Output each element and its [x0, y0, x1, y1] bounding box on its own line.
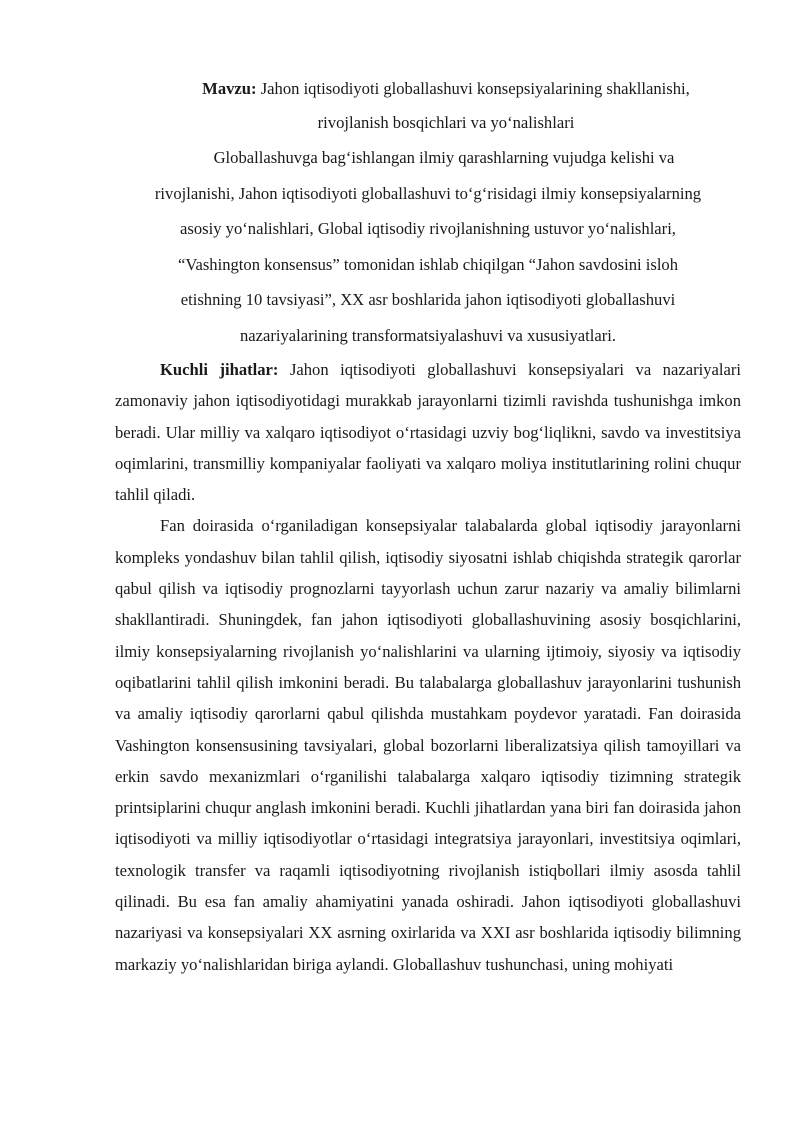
- topic-label: Mavzu:: [202, 79, 257, 98]
- strengths-paragraph: [115, 354, 741, 510]
- topics-line-1: Globallashuvga bag‘ishlangan ilmiy qarashlarning vujudga kelishi va: [213, 148, 675, 167]
- topic-title-line2: rivojlanish bosqichlari va yo‘nalishlari: [317, 113, 575, 132]
- topics-line-5: etishning 10 tavsiyasi”, XX asr boshlarida jahon iqtisodiyoti globallashuvi: [180, 290, 676, 309]
- topics-line-2: rivojlanishi, Jahon iqtisodiyoti globallashuvi to‘g‘risidagi ilmiy konsepsiyalarning: [154, 183, 702, 203]
- topics-line-4: “Vashington konsensus” tomonidan ishlab chiqilgan “Jahon savdosini isloh: [177, 254, 679, 274]
- strengths-label: Kuchli jihatlar:: [160, 360, 279, 379]
- topics-list: [115, 140, 741, 353]
- topic-heading: [115, 72, 741, 140]
- topic-title-line1: Jahon iqtisodiyoti globallashuvi konsepsiyalarining shakllanishi,: [256, 79, 690, 98]
- topics-line-6: nazariyalarining transformatsiyalashuvi va xususiyatlari.: [239, 325, 616, 345]
- topics-line-3: asosiy yo‘nalishlari, Global iqtisodiy rivojlanishning ustuvor yo‘nalishlari,: [180, 219, 676, 238]
- body-paragraph-2: Fan doirasida o‘rganiladigan konsepsiyalar talabalarda global iqtisodiy jarayonlarni kompleks yondashuv bilan tahlil qilish, iqtisodiy siyosatni ishlab chiqishda strategik qarorlar qabul qilish va iqtisodiy prognozlarni tayyorlash uchun zarur nazariy va amaliy bilimlarni shakllantiradi. Shuningdek, fan jahon iqtisodiyoti globallashuvining asosiy bosqichlarini, ilmiy konsepsiyalarning rivojlanish yo‘nalishlarini va ularning ijtimoiy, siyosiy va iqtisodiy oqibatlarini tahlil qilish imkonini beradi. Bu talabalarga globallashuv jarayonlarini tushunish va amaliy iqtisodiy qarorlarni qabul qilishda mustahkam poydevor yaratadi. Fan doirasida Vashington konsensusining tavsiyalari, global bozorlarni liberalizatsiya qilish tamoyillari va erkin savdo mexanizmlari o‘rganilishi talabalarga xalqaro iqtisodiy tizimning strategik printsiplarini chuqur anglash imkonini beradi. Kuchli jihatlardan yana biri fan doirasida jahon iqtisodiyoti va milliy iqtisodiyotlar o‘rtasidagi integratsiya jarayonlari, investitsiya oqimlari, texnologik transfer va raqamli iqtisodiyotning rivojlanish istiqbollari ilmiy asosda tahlil qilinadi. Bu esa fan amaliy ahamiyatini yanada oshiradi. Jahon iqtisodiyoti globallashuvi nazariyasi va konsepsiyalari XX asrning oxirlarida va XXI asr boshlarida iqtisodiy bilimning markaziy yo‘nalishlaridan biriga aylandi. Globallashuv tushunchasi, uning mohiyati: [115, 516, 741, 974]
- document-page: [115, 72, 741, 980]
- strengths-text: Jahon iqtisodiyoti globallashuvi konsepsiyalari va nazariyalari zamonaviy jahon iqtisodiyotidagi murakkab jarayonlarni tizimli ravishda tushunishga imkon beradi. Ular milliy va xalqaro iqtisodiyot o‘rtasidagi uzviy bog‘liqlikni, savdo va investitsiya oqimlarini, transmilliy kompaniyalar faoliyati va xalqaro moliya institutlarining rolini chuqur tahlil qiladi.: [115, 360, 741, 505]
